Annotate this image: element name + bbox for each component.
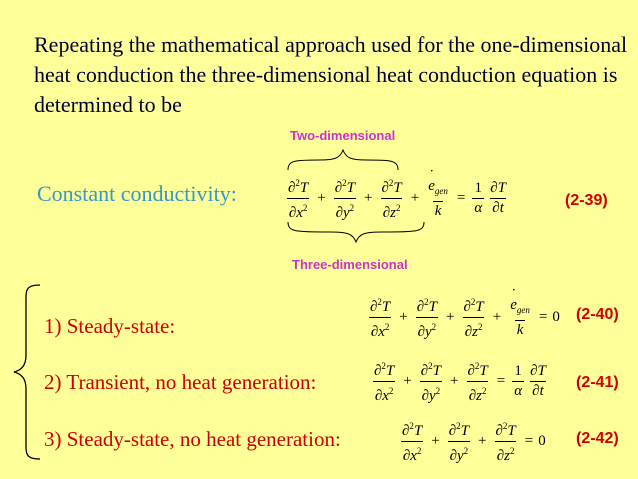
egen-k-term: ˙ $\frac{e_{gen}}{k}$ [426,178,450,220]
cases-brace [14,285,40,459]
bottom-brace [288,222,424,242]
one-over-alpha: $\frac{1}{\alpha}$ [474,180,483,216]
case-transient-label: 2) Transient, no heat generation: [44,370,317,394]
equation-number-2-42: (2-42) [576,430,619,447]
equation-2-42: $\frac{\partial^2T}{\partial x^2}$ + $\frac{\partial^2T}{\partial y^2}$ + $\frac{\partial^2T}{\partial z^2}$ = 0 [402,421,546,464]
case-steady-state-label: 1) Steady-state: [44,314,176,338]
equation-2-41: $\frac{\partial^2T}{\partial x^2}$ + $\frac{\partial^2T}{\partial y^2}$ + $\frac{\partial^2T}{\partial z^2}$ = $\frac{1}{\alpha}$ $\frac{\partial T}{\partial t}$ [374,361,546,404]
equation-number-2-39: (2-39) [565,192,608,209]
two-dimensional-label: Two-dimensional [290,128,396,143]
equation-number-2-41: (2-41) [576,374,619,391]
d2T-dz2-term: $\frac{\partial^2T}{\partial z^2}$ [381,178,402,221]
d2T-dy2-term: $\frac{\partial^2T}{\partial y^2}$ [334,178,355,221]
equation-2-40: $\frac{\partial^2T}{\partial x^2}$ + $\frac{\partial^2T}{\partial y^2}$ + $\frac{\partial^2T}{\partial z^2}$ + ˙ $\frac{e_{gen}}{k}$ = 0 [366,294,560,341]
top-brace [288,150,398,170]
equation-2-39: $\frac{\partial^2T}{\partial x^2}$ + $\frac{\partial^2T}{\partial y^2}$ + $\frac{\partial^2T}{\partial z^2}$ + ˙ $\frac{e_{gen}}{k}$ = $\frac{1}{\alpha}$ $\frac{\partial T}{\partial t}$ [284,175,510,222]
constant-conductivity-label: Constant conductivity: [37,181,237,206]
dT-dt-term: $\frac{\partial T}{\partial t}$ [490,180,506,216]
d2T-dx2-term: $\frac{\partial^2T}{\partial x^2}$ [288,178,309,221]
intro-text: Repeating the mathematical approach used for the one-dimensional heat conduction the three-dimensional heat conduction equation is determined to be [34,32,628,117]
three-dimensional-label: Three-dimensional [292,257,408,272]
equation-number-2-40: (2-40) [576,306,619,323]
case-steady-no-gen-label: 3) Steady-state, no heat generation: [44,427,341,451]
